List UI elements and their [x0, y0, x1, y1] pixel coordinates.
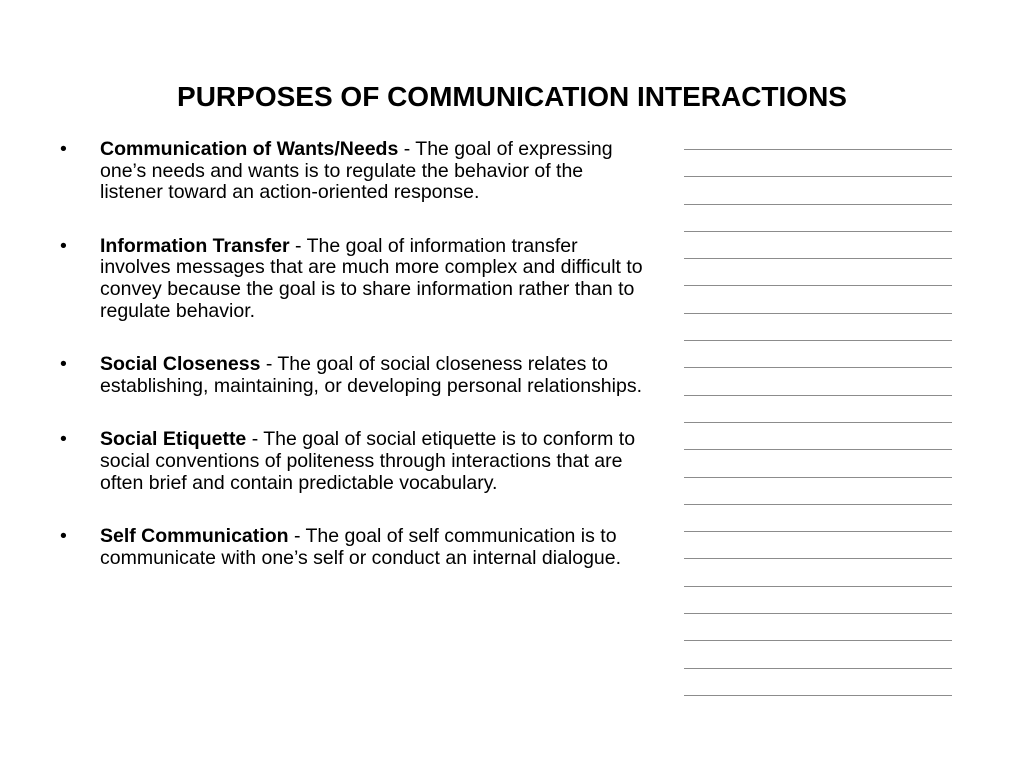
note-line: [684, 422, 952, 449]
list-item: [60, 139, 650, 204]
bullet-icon: •: [60, 525, 67, 548]
bullet-icon: •: [60, 234, 67, 257]
note-line: [684, 531, 952, 558]
bullet-term: Social Etiquette: [100, 428, 247, 451]
note-line: [684, 395, 952, 422]
note-line: [684, 640, 952, 667]
list-item: [60, 526, 650, 569]
note-line: [684, 231, 952, 258]
list-item: [60, 429, 650, 494]
note-line: [684, 313, 952, 340]
bullet-term: Communication of Wants/Needs: [100, 138, 399, 160]
note-line: [684, 477, 952, 504]
bullet-term: Social Closeness: [100, 353, 261, 376]
note-line: [684, 340, 952, 367]
bullet-icon: •: [60, 353, 67, 376]
note-line: [684, 449, 952, 476]
note-line: [684, 586, 952, 613]
note-line: [684, 204, 952, 231]
note-line: [684, 176, 952, 203]
bullet-list: [60, 139, 650, 601]
bullet-icon: •: [60, 138, 67, 160]
bullet-description: - The goal of information transfer involves messages that are much more complex and difficult to convey because the goal is to share information rather than to regulate behavior.: [100, 234, 643, 322]
note-line: [684, 504, 952, 531]
note-line: [684, 668, 952, 695]
note-line: [684, 695, 952, 722]
list-item: [60, 354, 650, 397]
bullet-term: Self Communication: [100, 525, 289, 548]
page-title: PURPOSES OF COMMUNICATION INTERACTIONS: [177, 81, 847, 112]
bullet-description: - The goal of social etiquette is to conform to social conventions of politeness through interactions that are often brief and contain predictable vocabulary.: [100, 428, 636, 494]
bullet-icon: •: [60, 428, 67, 451]
bullet-description: - The goal of expressing one’s needs and wants is to regulate the behavior of the listener toward an action-oriented response.: [100, 138, 613, 204]
bullet-term: Information Transfer: [100, 234, 290, 257]
note-line: [684, 367, 952, 394]
note-line: [684, 258, 952, 285]
note-line: [684, 285, 952, 312]
list-item: [60, 236, 650, 322]
note-line: [684, 149, 952, 176]
bullet-description: - The goal of social closeness relates to establishing, maintaining, or developing personal relationships.: [100, 353, 643, 397]
note-line: [684, 558, 952, 585]
note-lines: [684, 149, 952, 722]
note-line: [684, 613, 952, 640]
bullet-description: - The goal of self communication is to communicate with one’s self or conduct an internal dialogue.: [100, 525, 622, 569]
